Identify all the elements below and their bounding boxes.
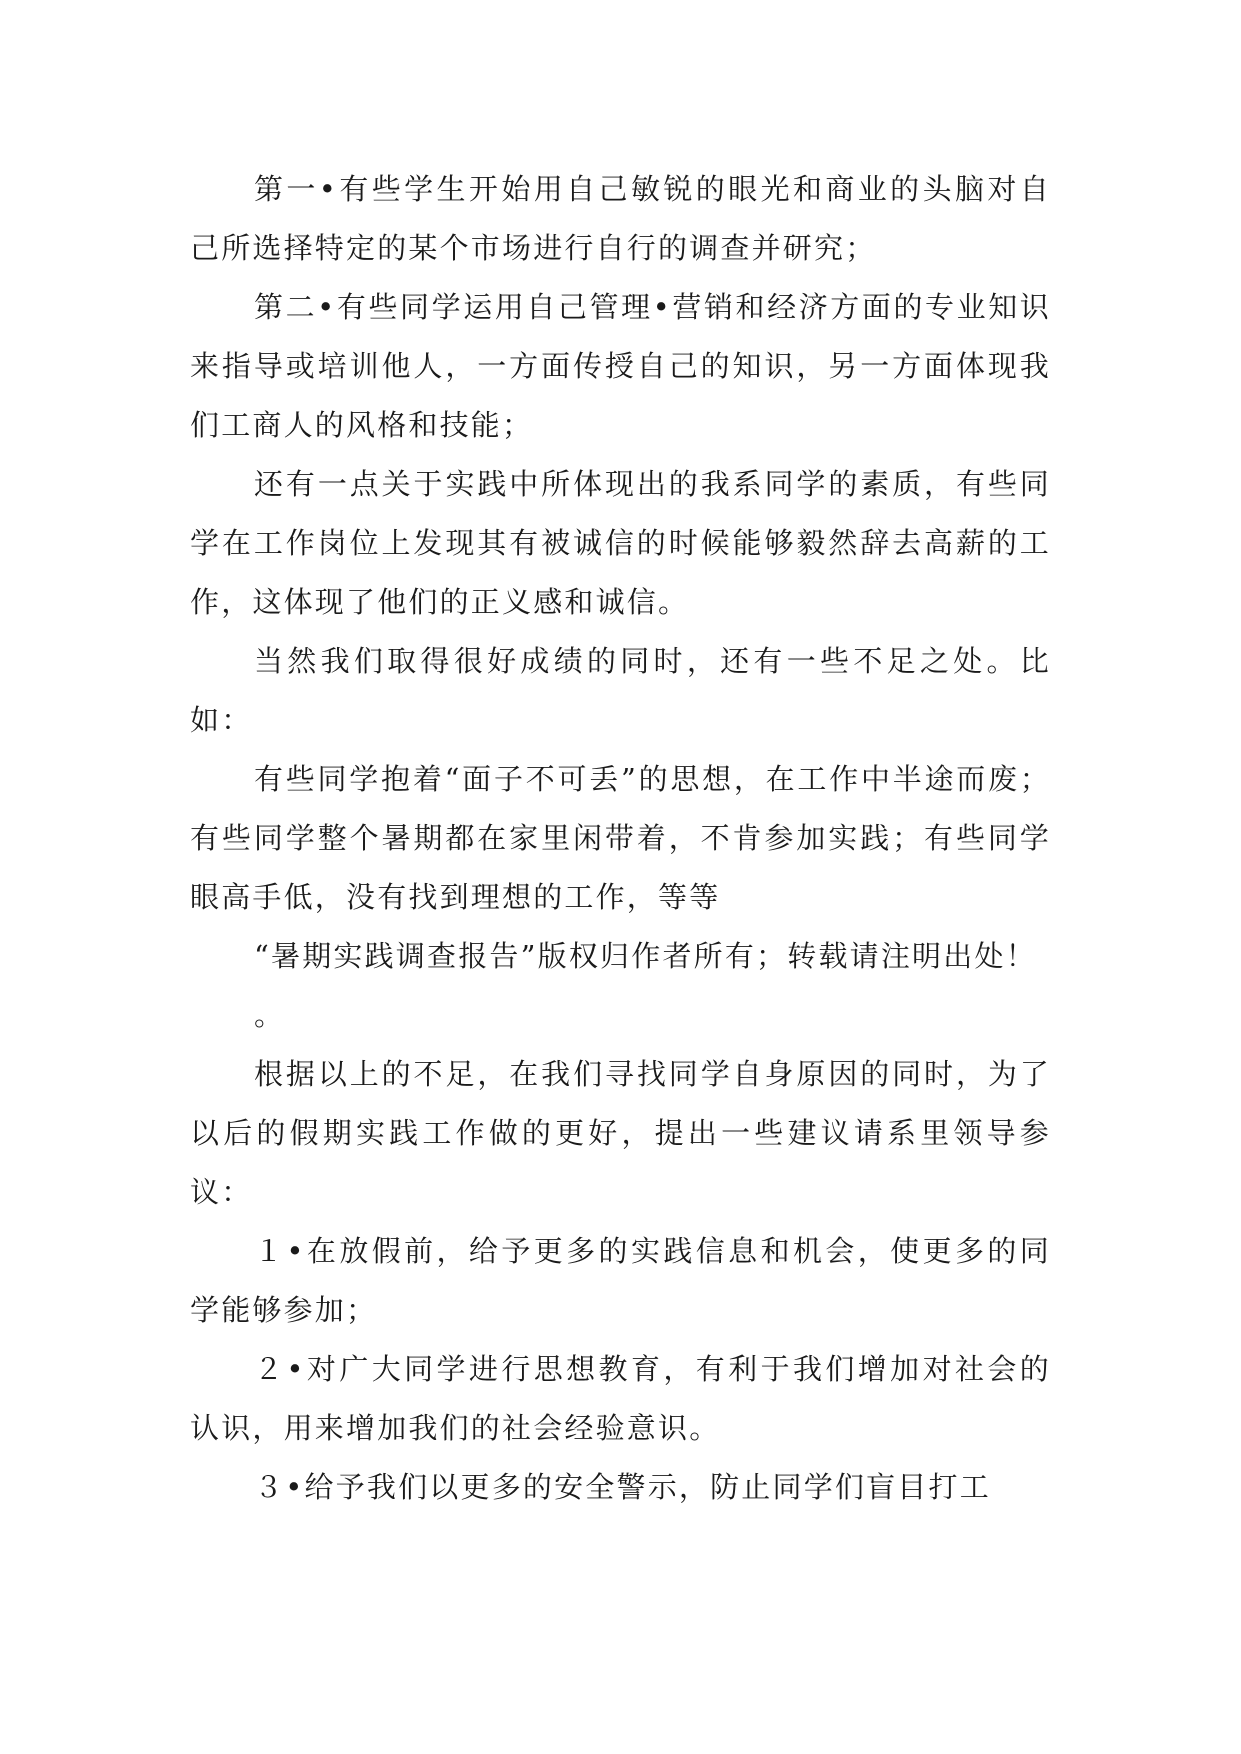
paragraph-period: 。 <box>254 998 286 1032</box>
paragraph-point-one: 第一•有些学生开始用自己敏锐的眼光和商业的头脑对自己所选择特定的某个市场进行自行的调查并研究； <box>190 172 1051 265</box>
suggestion-item-2: ２•对广大同学进行思想教育，有利于我们增加对社会的认识，用来增加我们的社会经验意识。 <box>190 1352 1051 1445</box>
paragraph-point-two: 第二•有些同学运用自己管理•营销和经济方面的专业知识来指导或培训他人，一方面传授自己的知识，另一方面体现我们工商人的风格和技能； <box>190 290 1051 442</box>
paragraph-shortcomings-list: 有些同学抱着“面子不可丢”的思想，在工作中半途而废；有些同学整个暑期都在家里闲带着，不肯参加实践；有些同学眼高手低，没有找到理想的工作，等等 <box>190 762 1051 914</box>
paragraph-copyright-notice: “暑期实践调查报告”版权归作者所有；转载请注明出处！ <box>254 939 1037 973</box>
paragraph-shortcomings-intro: 当然我们取得很好成绩的同时，还有一些不足之处。比如： <box>190 644 1051 737</box>
document-body <box>190 160 1051 1517</box>
paragraph-suggestions-intro: 根据以上的不足，在我们寻找同学自身原因的同时，为了以后的假期实践工作做的更好，提出一些建议请系里领导参议： <box>190 1057 1051 1209</box>
paragraph-integrity: 还有一点关于实践中所体现出的我系同学的素质，有些同学在工作岗位上发现其有被诚信的时候能够毅然辞去高薪的工作，这体现了他们的正义感和诚信。 <box>190 467 1051 619</box>
suggestion-item-1: １•在放假前，给予更多的实践信息和机会，使更多的同学能够参加； <box>190 1234 1051 1327</box>
suggestion-item-3: ３•给予我们以更多的安全警示，防止同学们盲目打工 <box>254 1470 991 1504</box>
